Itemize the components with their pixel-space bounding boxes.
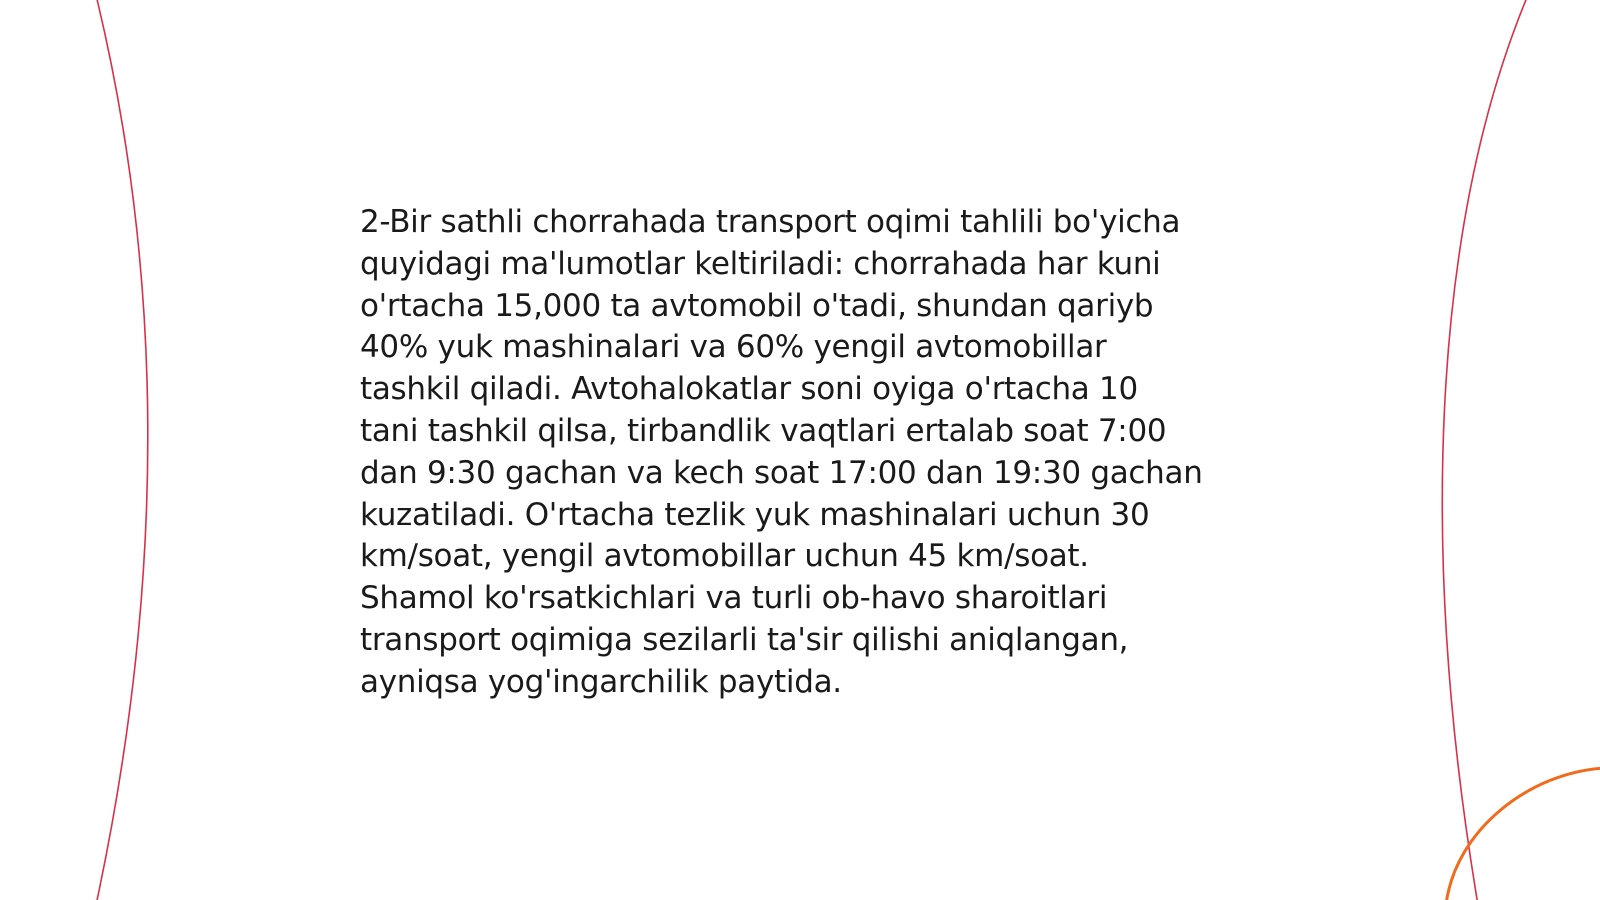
text-line-8: kuzatiladi. O'rtacha tezlik yuk mashinalari uchun 30 (360, 496, 1150, 533)
bottom-right-orange-arc (1446, 768, 1600, 900)
text-line-11: transport oqimiga sezilarli ta'sir qilishi aniqlangan, (360, 621, 1129, 658)
text-line-10: Shamol ko'rsatkichlari va turli ob-havo sharoitlari (360, 580, 1108, 617)
text-line-7: dan 9:30 gachan va kech soat 17:00 dan 19:30 gachan (360, 454, 1203, 491)
text-line-5: tashkil qiladi. Avtohalokatlar soni oyiga o'rtacha 10 (360, 371, 1138, 408)
text-line-1: 2-Bir sathli chorrahada transport oqimi tahlili bo'yicha (360, 204, 1181, 240)
right-arc-curve (1442, 0, 1528, 900)
text-line-12: ayniqsa yog'ingarchilik paytida. (360, 663, 842, 700)
text-line-9: km/soat, yengil avtomobillar uchun 45 km/soat. (360, 538, 1089, 575)
text-line-3: o'rtacha 15,000 ta avtomobil o'tadi, shundan qariyb (360, 287, 1154, 324)
left-arc-curve (96, 0, 148, 900)
text-line-2: quyidagi ma'lumotlar keltiriladi: chorrahada har kuni (360, 245, 1161, 282)
problem-text (360, 202, 1260, 704)
text-line-6: tani tashkil qilsa, tirbandlik vaqtlari ertalab soat 7:00 (360, 412, 1167, 449)
text-line-4: 40% yuk mashinalari va 60% yengil avtomobillar (360, 329, 1107, 366)
